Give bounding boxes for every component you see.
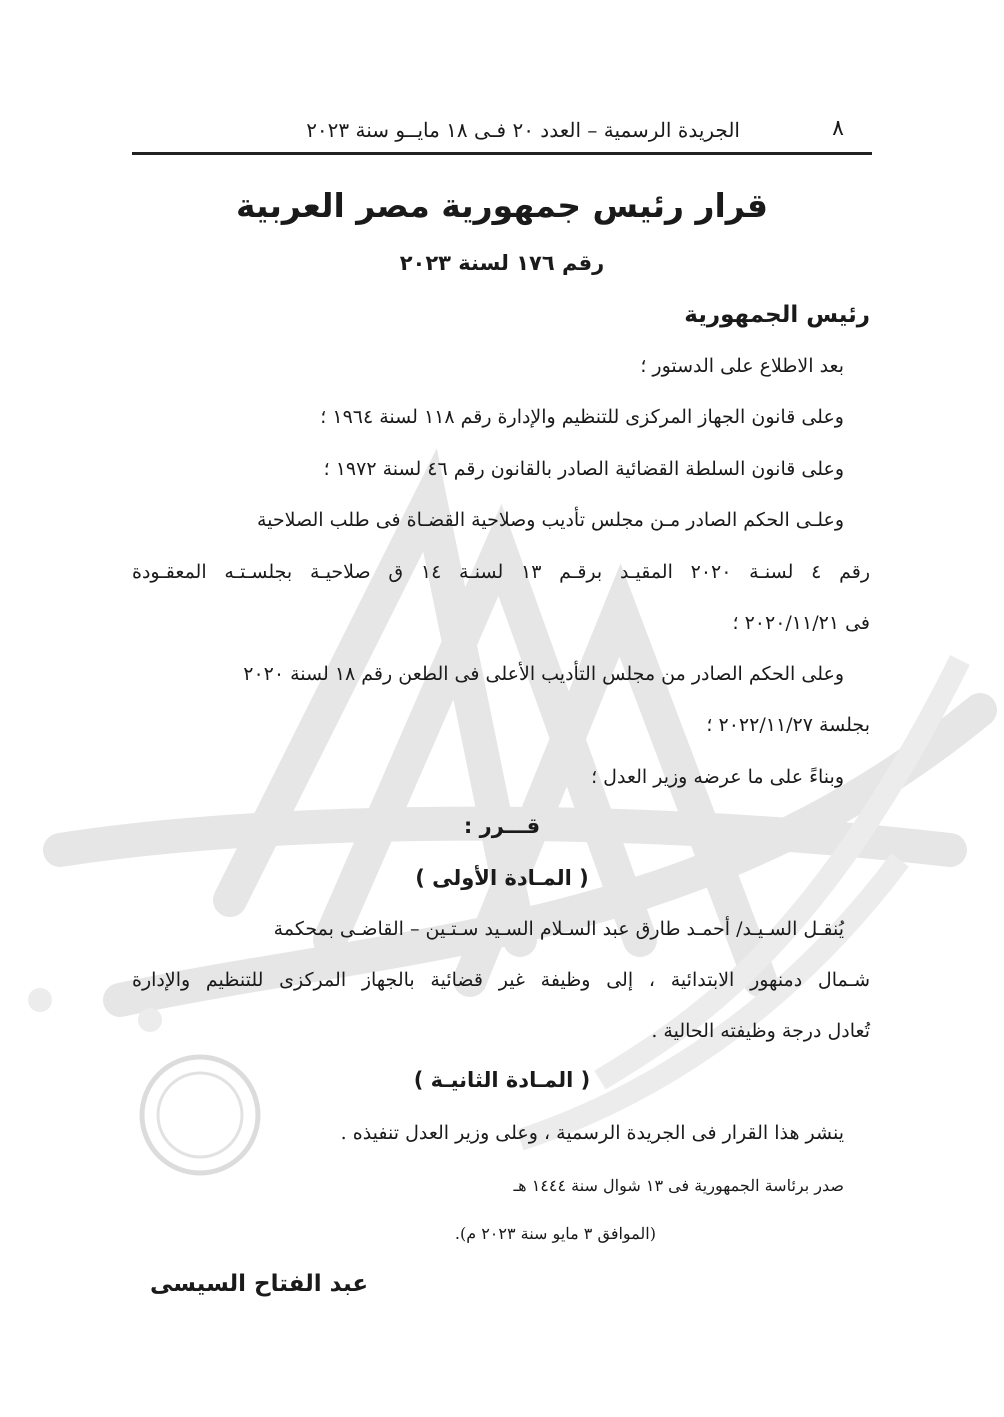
article-2-heading: ( المـادة الثانيـة )	[413, 1068, 591, 1092]
article-2-line-1: ينشر هذا القرار فى الجريدة الرسمية ، وعلى وزير العدل تنفيذه .	[340, 1122, 844, 1144]
decree-title: قرار رئيس جمهورية مصر العربية	[236, 186, 768, 225]
article-1-heading: ( المـادة الأولى )	[415, 866, 589, 890]
preamble-ruling-1-line-3: فى ٢٠٢٠/١١/٢١ ؛	[732, 612, 870, 634]
issuer-heading: رئيس الجمهورية	[684, 302, 870, 328]
page-header	[132, 112, 872, 155]
article-1-line-3: تُعادل درجة وظيفته الحالية .	[651, 1020, 870, 1042]
issued-date-gregorian: (الموافق ٣ مايو سنة ٢٠٢٣ م).	[454, 1224, 656, 1243]
preamble-ruling-1-line-2: رقم ٤ لسنـة ٢٠٢٠ المقيـد برقـم ١٣ لسنـة ١٤ ق صلاحيـة بجلسـتـه المعقـودة	[132, 561, 870, 583]
preamble-ruling-1-line-1: وعلـى الحكم الصادر مـن مجلس تأديب وصلاحية القضـاة فى طلب الصلاحية	[257, 509, 844, 531]
article-1-line-1: يُنقـل السـيـد/ أحمـد طارق عبد السـلام السـيد سـتـين – القاضـى بمحكمة	[273, 918, 844, 940]
decided-heading: قـــرر :	[463, 814, 541, 838]
issued-date-hijri: صدر برئاسة الجمهورية فى ١٣ شوال سنة ١٤٤٤ هـ	[513, 1176, 844, 1195]
page-number: ٨	[832, 116, 844, 141]
article-1-line-2: شـمال دمنهور الابتدائية ، إلى وظيفة غير قضائية بالجهاز المركزى للتنظيم والإدارة	[132, 969, 870, 991]
gazette-issue-line: الجريدة الرسمية – العدد ٢٠ فـى ١٨ مايــو سنة ٢٠٢٣	[306, 118, 740, 142]
decree-number: رقم ١٧٦ لسنة ٢٠٢٣	[399, 251, 605, 275]
preamble-minister: وبناءً على ما عرضه وزير العدل ؛	[591, 766, 844, 788]
preamble-constitution: بعد الاطلاع على الدستور ؛	[640, 355, 844, 377]
preamble-law-46: وعلى قانون السلطة القضائية الصادر بالقانون رقم ٤٦ لسنة ١٩٧٢ ؛	[323, 458, 844, 480]
president-signature: عبد الفتاح السيسى	[150, 1271, 369, 1297]
preamble-ruling-2-line-1: وعلى الحكم الصادر من مجلس التأديب الأعلى فى الطعن رقم ١٨ لسنة ٢٠٢٠	[243, 663, 844, 685]
preamble-ruling-2-line-2: بجلسة ٢٠٢٢/١١/٢٧ ؛	[706, 714, 870, 736]
preamble-law-118: وعلى قانون الجهاز المركزى للتنظيم والإدارة رقم ١١٨ لسنة ١٩٦٤ ؛	[320, 406, 844, 428]
